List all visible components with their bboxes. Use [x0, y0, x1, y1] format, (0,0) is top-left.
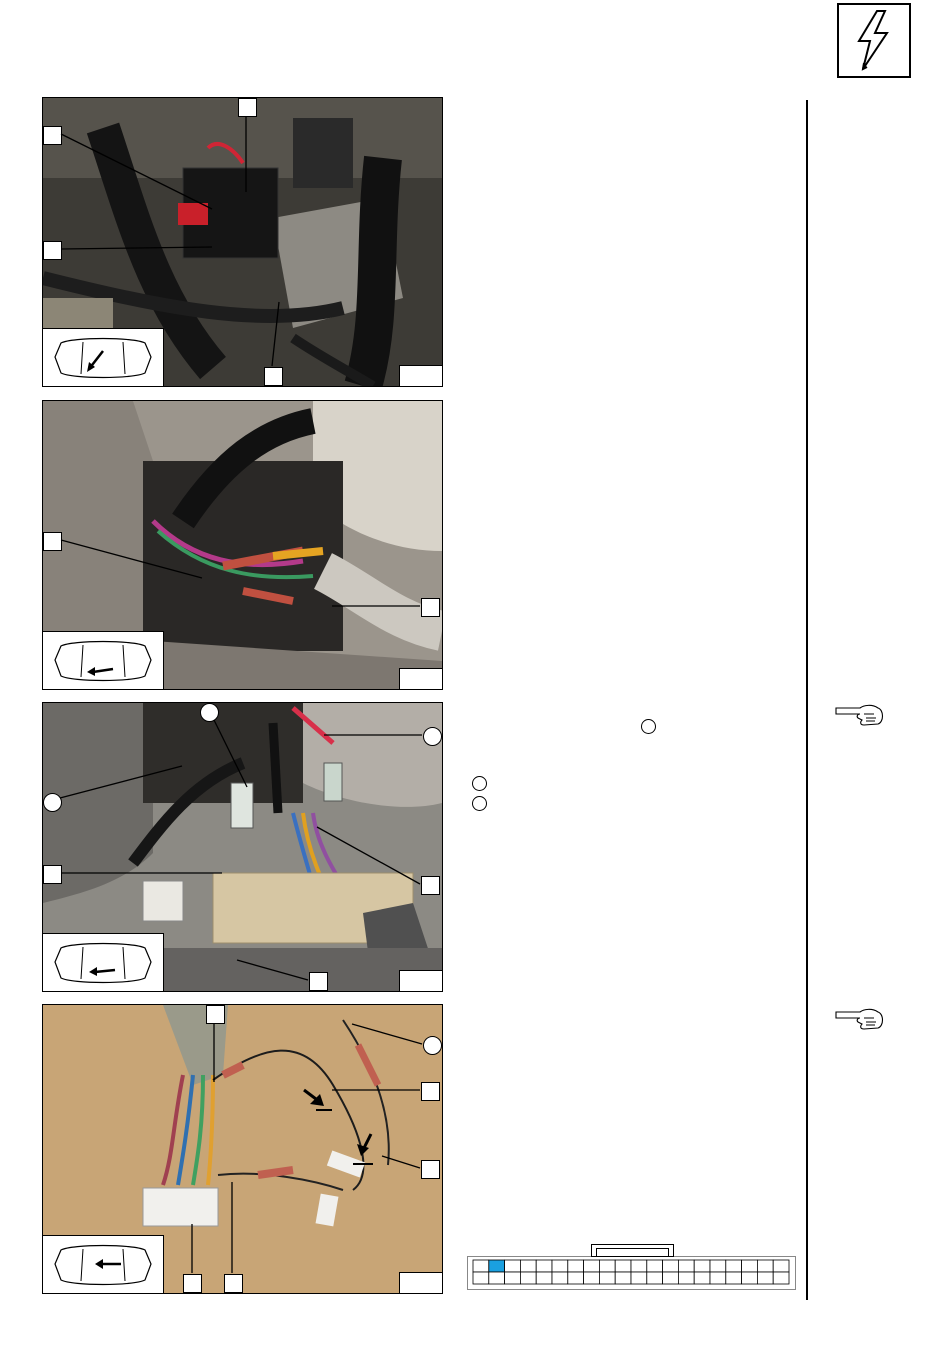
connector-pin	[584, 1272, 600, 1284]
connector-pin	[520, 1260, 536, 1272]
reference-circle	[472, 796, 487, 811]
connector-pin	[599, 1260, 615, 1272]
connector-pin	[552, 1260, 568, 1272]
connector-pin	[694, 1272, 710, 1284]
connector-pin	[615, 1260, 631, 1272]
connector-pin	[473, 1260, 489, 1272]
pointing-hand-icon	[834, 700, 886, 728]
connector-pin	[647, 1260, 663, 1272]
connector-pin	[505, 1260, 521, 1272]
reference-circle	[641, 719, 656, 734]
photo-1-leaders	[42, 97, 441, 385]
connector-pin	[505, 1272, 521, 1284]
connector-pin	[663, 1272, 679, 1284]
connector-pin	[773, 1272, 789, 1284]
connector-pin	[663, 1260, 679, 1272]
connector-pin	[694, 1260, 710, 1272]
connector-pin	[647, 1272, 663, 1284]
connector-pin	[520, 1272, 536, 1284]
connector-pin	[710, 1260, 726, 1272]
connector-pin-highlighted	[489, 1260, 505, 1272]
connector-pin	[631, 1260, 647, 1272]
connector-pin	[726, 1272, 742, 1284]
connector-pin	[536, 1272, 552, 1284]
connector-pin	[536, 1260, 552, 1272]
connector-pin	[710, 1272, 726, 1284]
connector-pin	[742, 1272, 758, 1284]
reference-circle	[472, 776, 487, 791]
connector-pinout-diagram	[467, 1244, 796, 1290]
photo-2-leaders	[42, 400, 441, 688]
connector-pin	[599, 1272, 615, 1284]
connector-pin	[568, 1272, 584, 1284]
connector-pin	[757, 1272, 773, 1284]
connector-pin	[757, 1260, 773, 1272]
column-divider	[806, 100, 808, 1300]
connector-pin	[726, 1260, 742, 1272]
connector-pin	[773, 1260, 789, 1272]
connector-pin	[552, 1272, 568, 1284]
connector-pin	[473, 1272, 489, 1284]
connector-pin	[678, 1272, 694, 1284]
connector-pin	[568, 1260, 584, 1272]
connector-pin	[584, 1260, 600, 1272]
photo-3-leaders	[42, 702, 441, 990]
connector-pin	[631, 1272, 647, 1284]
lightning-bolt-icon	[837, 3, 911, 78]
connector-pin	[489, 1272, 505, 1284]
connector-pin	[615, 1272, 631, 1284]
connector-pin	[742, 1260, 758, 1272]
photo-4-leaders	[42, 1004, 441, 1292]
pointing-hand-icon	[834, 1004, 886, 1032]
connector-pin	[678, 1260, 694, 1272]
